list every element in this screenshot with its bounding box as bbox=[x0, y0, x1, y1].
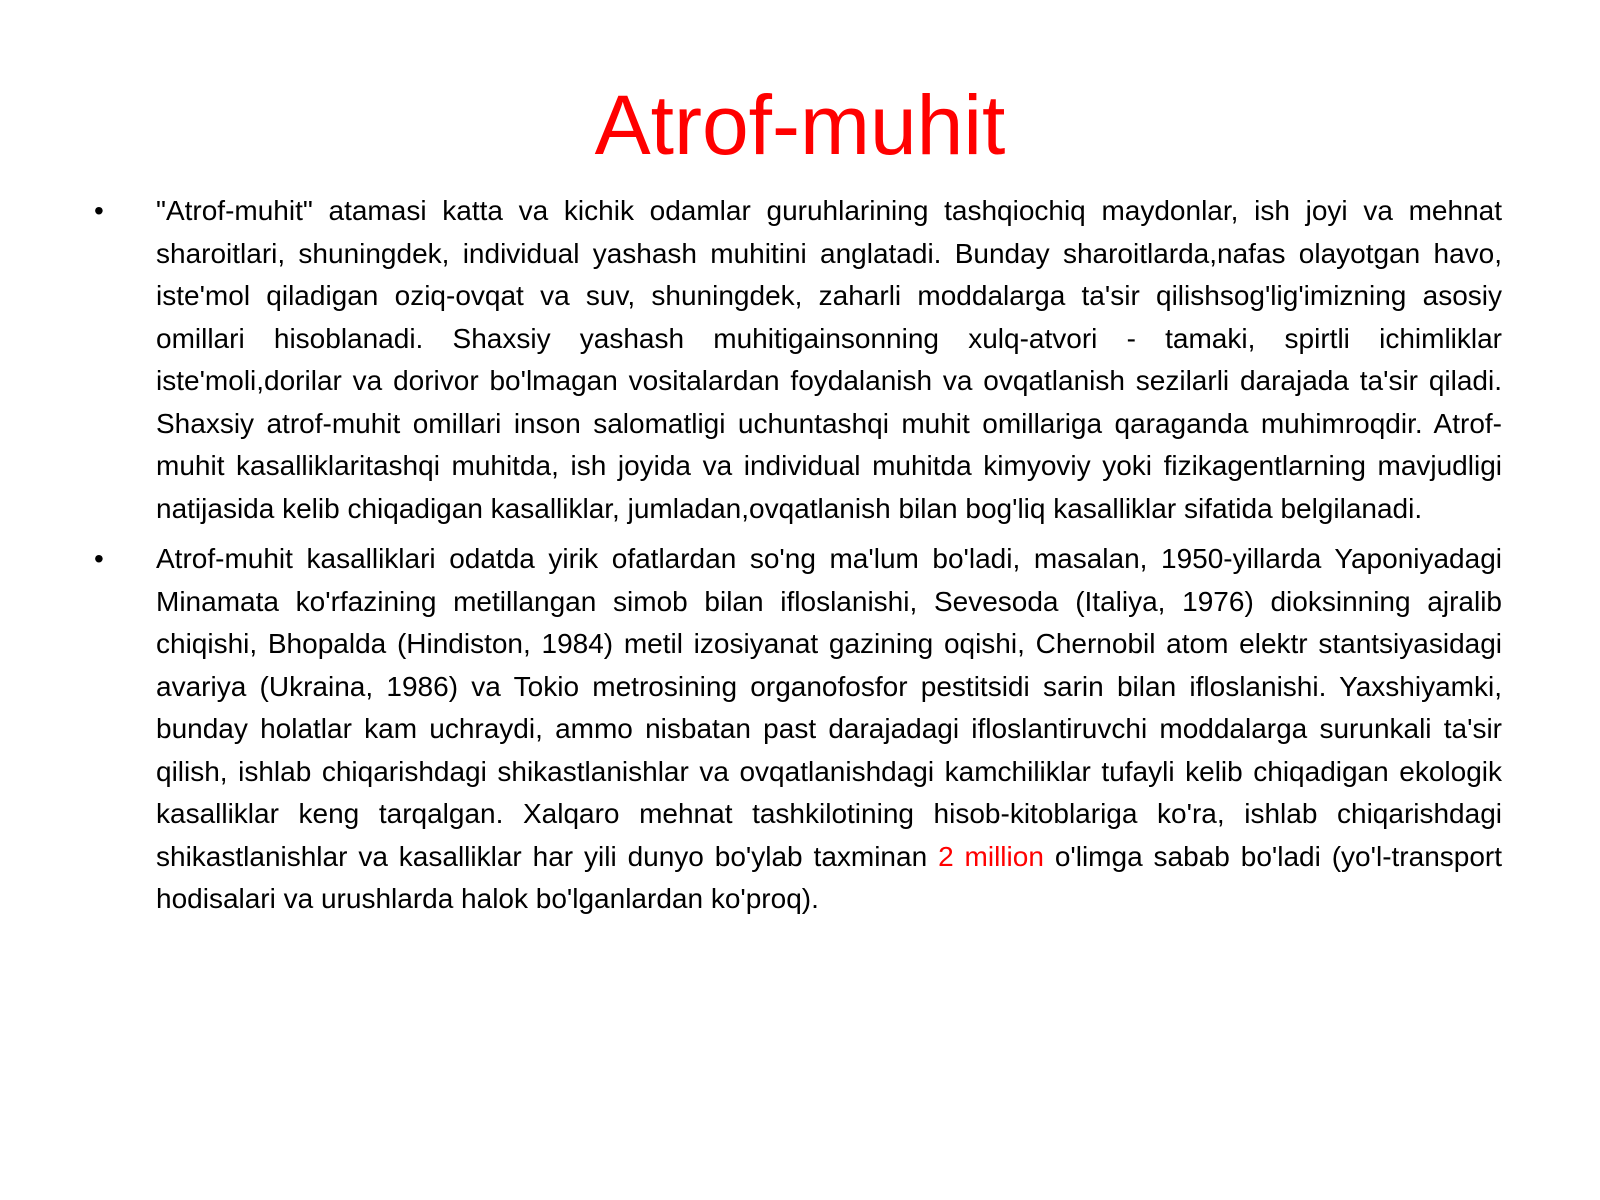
bullet-text-part-2: o'limga sabab bo'ladi (yo'l-transport hodisalari va urushlarda halok bo'lganlardan ko'proq). bbox=[156, 840, 1503, 914]
bullet-text: "Atrof-muhit" atamasi katta va kichik odamlar guruhlarining tashqiochiq maydonlar, ish joyi va mehnat sharoitlari, shuningdek, individual yashash muhitini anglatadi. Bunday sharoitlarda,nafas olayotgan havo, iste'mol qiladigan oziq-ovqat va suv, shuningdek, zaharli moddalarga ta'sir qilishsog'lig'imizning asosiy omillari hisoblanadi. Shaxsiy yashash muhitigainsonning xulq-atvori - tamaki, spirtli ichimliklar iste'moli,dorilar va dorivor bo'lmagan vositalardan foydalanish va ovqatlanish sezilarli darajada ta'sir qiladi. Shaxsiy atrof-muhit omillari inson salomatligi uchuntashqi muhit omillariga qaraganda muhimroqdir. Atrof-muhit kasalliklaritashqi muhitda, ish joyida va individual muhitda kimyoviy yoki fizikagentlarning mavjudligi natijasida kelib chiqadigan kasalliklar, jumladan,ovqatlanish bilan bog'liq kasalliklar sifatida belgilanadi. bbox=[156, 195, 1502, 524]
bullet-text-part-1: Atrof-muhit kasalliklari odatda yirik ofatlardan so'ng ma'lum bo'ladi, masalan, 1950-yillarda Yaponiyadagi Minamata ko'rfazining metillangan simob bilan ifloslanishi, Sevesoda (Italiya, 1976) dioksinning ajralib chiqishi, Bhopalda (Hindiston, 1984) metil izosiyanat gazining oqishi, Chernobil atom elektr stantsiyasidagi avariya (Ukraina, 1986) va Tokio metrosining organofosfor pestitsidi sarin bilan ifloslanishi. Yaxshiyamki, bunday holatlar kam uchraydi, ammo nisbatan past darajadagi ifloslantiruvchi moddalarga surunkali ta'sir qilish, ishlab chiqarishdagi shikastlanishlar va ovqatlanishdagi kamchiliklar tufayli kelib chiqadigan ekologik kasalliklar keng tarqalgan. Xalqaro mehnat tashkilotining hisob-kitoblariga ko'ra, ishlab chiqarishdagi shikastlanishlar va kasalliklar har yili dunyo bo'ylab taxminan bbox=[156, 543, 1502, 872]
highlighted-figure: 2 million bbox=[938, 840, 1044, 872]
bullet-icon: • bbox=[94, 195, 104, 226]
bullet-item-1 bbox=[86, 190, 1502, 530]
slide-title: Atrof-muhit bbox=[594, 78, 1006, 172]
bullet-icon: • bbox=[94, 543, 104, 574]
bullet-item-2 bbox=[86, 538, 1502, 921]
bullet-list bbox=[86, 190, 1502, 929]
